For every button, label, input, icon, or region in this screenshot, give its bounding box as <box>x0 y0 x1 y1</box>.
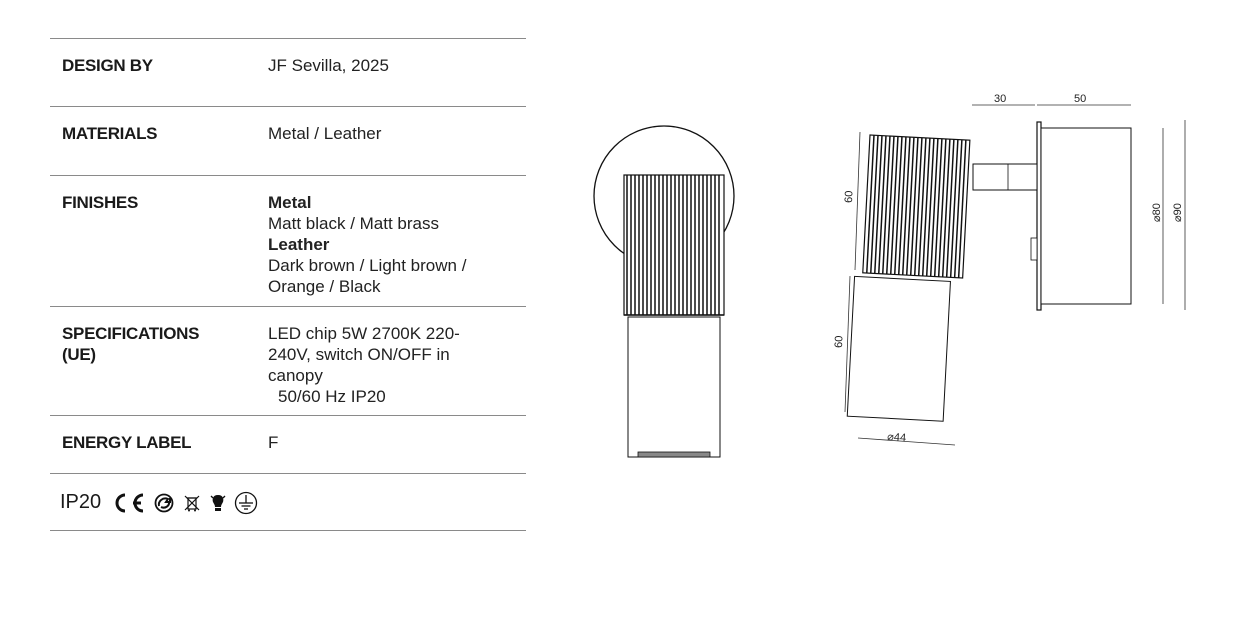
finish-leather-line: Orange / Black <box>268 277 381 296</box>
spec-label-line: (UE) <box>62 345 96 364</box>
dim-body-height: 60 <box>833 335 846 349</box>
spec-row-materials <box>50 106 526 175</box>
bulb-icon <box>210 493 226 518</box>
spec-label: DESIGN BY <box>62 56 153 75</box>
spec-value: Metal / Leather <box>268 124 382 143</box>
spec-label: MATERIALS <box>62 124 158 143</box>
dim-canopy-depth: 30 <box>994 93 1007 105</box>
spec-value-line: LED chip 5W 2700K 220- <box>268 324 460 343</box>
spec-label <box>62 323 242 365</box>
spec-row-design-by <box>50 38 526 106</box>
ip-rating: IP20 <box>60 491 102 513</box>
finish-metal-heading: Metal <box>268 193 312 212</box>
weee-bin-icon <box>182 493 202 518</box>
spec-value <box>268 323 518 407</box>
spec-row-finishes <box>50 175 526 306</box>
spec-row-specifications <box>50 306 526 415</box>
spec-value <box>268 192 518 297</box>
spec-label: FINISHES <box>62 193 139 212</box>
spec-value-line: canopy <box>268 366 323 385</box>
dim-arm-length: 50 <box>1074 93 1087 105</box>
ce-mark-icon <box>110 492 146 519</box>
finish-leather-heading: Leather <box>268 235 330 254</box>
dim-diameter-80: ⌀80 <box>1151 203 1163 222</box>
spec-row-certifications <box>50 473 526 531</box>
ground-icon <box>234 491 258 520</box>
finish-leather-line: Dark brown / Light brown / <box>268 256 467 275</box>
spec-value-line: 50/60 Hz IP20 <box>278 387 386 406</box>
spec-label-line: SPECIFICATIONS <box>62 324 200 343</box>
dim-diameter-44: ⌀44 <box>886 431 907 445</box>
spec-row-energy-label <box>50 415 526 473</box>
technical-drawing <box>580 80 1200 480</box>
spec-value: F <box>268 433 279 452</box>
spec-label: ENERGY LABEL <box>62 433 192 452</box>
certification-icons <box>110 491 258 520</box>
spec-value-line: 240V, switch ON/OFF in <box>268 345 450 364</box>
side-view <box>833 93 1185 445</box>
dim-head-height: 60 <box>843 190 856 204</box>
specs-table <box>50 38 526 531</box>
recycle-icon <box>154 493 174 518</box>
finish-metal-value: Matt black / Matt brass <box>268 214 439 233</box>
front-view <box>594 126 734 457</box>
spec-value: JF Sevilla, 2025 <box>268 56 389 75</box>
dim-diameter-90: ⌀90 <box>1172 203 1184 222</box>
